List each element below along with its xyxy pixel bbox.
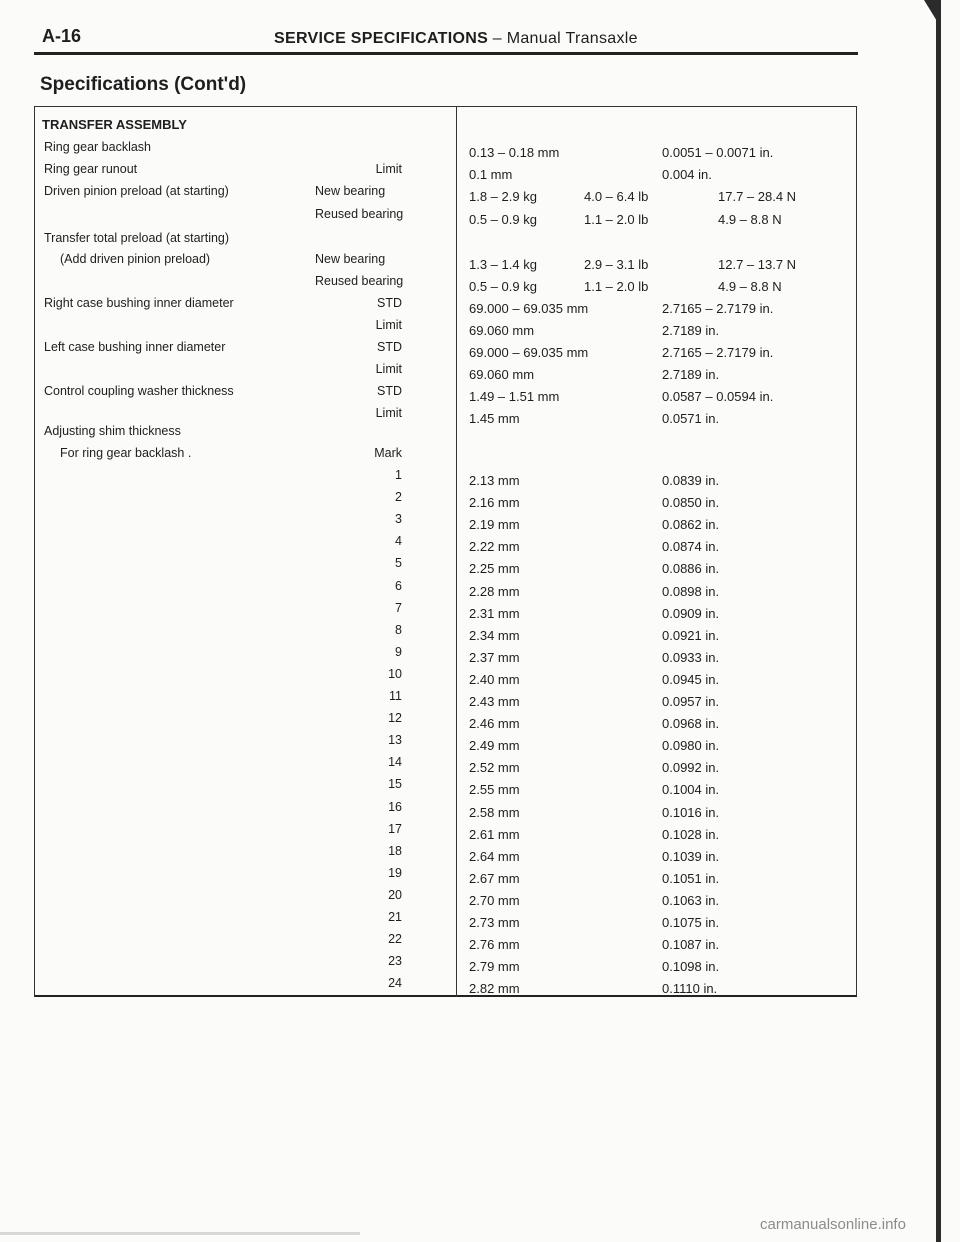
shim-thickness-mm: 2.34 mm: [469, 627, 520, 643]
spec-imperial-value: 0.004 in.: [662, 167, 712, 182]
spec-newton-value: 12.7 – 13.7 N: [718, 257, 797, 272]
shim-mark: 6: [395, 578, 402, 593]
spec-imperial-value: 2.7165 – 2.7179 in.: [662, 345, 774, 360]
spec-lb-value: 1.1 – 2.0 lb: [584, 212, 649, 227]
spec-qualifier: New bearing: [315, 252, 386, 266]
shim-thickness-mm: 2.76 mm: [469, 937, 520, 953]
spec-lb-value: 2.9 – 3.1 lb: [584, 257, 649, 272]
shim-thickness-in: 0.0874 in.: [662, 539, 720, 555]
shim-mark: 24: [388, 976, 402, 991]
spec-imperial-value: 2.7189 in.: [662, 367, 720, 382]
shim-thickness-mm: 2.40 mm: [469, 671, 520, 687]
spec-kg-value: 1.8 – 2.9 kg: [469, 189, 537, 204]
page-header-title: [274, 30, 638, 48]
shim-thickness-mm: 2.67 mm: [469, 870, 520, 886]
spec-qualifier: Reused bearing: [315, 274, 404, 288]
shim-thickness-in: 0.0839 in.: [662, 473, 720, 488]
spec-qualifier: Limit: [375, 318, 402, 332]
shim-thickness-mm: 2.73 mm: [469, 915, 520, 930]
shim-thickness-in: 0.0850 in.: [662, 495, 720, 511]
spec-qualifier: Limit: [375, 362, 402, 376]
shim-sublabel: For ring gear backlash .: [60, 446, 192, 460]
shim-thickness-in: 0.0945 in.: [662, 671, 720, 687]
shim-thickness-in: 0.1039 in.: [662, 848, 720, 864]
spec-metric-value: 69.060 mm: [469, 323, 535, 338]
spec-qualifier: STD: [377, 340, 402, 354]
shim-thickness-mm: 2.55 mm: [469, 782, 520, 798]
shim-mark: 2: [395, 490, 402, 505]
shim-thickness-mm: 2.82 mm: [469, 981, 520, 997]
shim-mark: 9: [395, 644, 402, 659]
shim-thickness-mm: 2.43 mm: [469, 694, 520, 709]
shim-mark: 19: [388, 865, 402, 880]
spec-metric-value: 1.49 – 1.51 mm: [469, 389, 560, 404]
shim-thickness-mm: 2.49 mm: [469, 738, 520, 754]
shim-thickness-in: 0.1063 in.: [662, 892, 720, 908]
shim-thickness-mm: 2.46 mm: [469, 716, 520, 732]
spec-newton-value: 17.7 – 28.4 N: [718, 189, 797, 204]
shim-thickness-mm: 2.13 mm: [469, 473, 520, 488]
shim-mark: 15: [388, 777, 402, 792]
shim-mark: 13: [388, 733, 402, 748]
shim-thickness-mm: 2.52 mm: [469, 760, 520, 776]
shim-thickness-in: 0.1110 in.: [662, 981, 718, 997]
spec-metric-value: 0.1 mm: [469, 167, 513, 182]
shim-thickness-in: 0.0886 in.: [662, 561, 720, 577]
shim-mark: 1: [395, 468, 402, 482]
shim-thickness-in: 0.1098 in.: [662, 959, 720, 975]
shim-thickness-in: 0.1016 in.: [662, 804, 720, 820]
spec-qualifier: STD: [377, 296, 402, 310]
shim-mark: 4: [395, 534, 402, 549]
spec-newton-value: 4.9 – 8.8 N: [718, 279, 782, 294]
spec-kg-value: 0.5 – 0.9 kg: [469, 212, 537, 227]
shim-thickness-mm: 2.28 mm: [469, 583, 520, 599]
spec-label: Right case bushing inner diameter: [44, 296, 234, 310]
shim-mark: 21: [388, 910, 402, 924]
shim-mark: 7: [395, 600, 402, 615]
mark-header: Mark: [374, 446, 402, 460]
spec-metric-value: 0.13 – 0.18 mm: [469, 145, 560, 160]
section-title: Specifications (Cont'd): [40, 74, 247, 95]
spec-label: Ring gear backlash: [44, 140, 152, 154]
shim-mark: 18: [388, 843, 402, 858]
shim-thickness-in: 0.1075 in.: [662, 915, 720, 930]
shim-mark: 20: [388, 887, 402, 902]
shim-thickness-mm: 2.19 mm: [469, 517, 520, 533]
spec-qualifier: Limit: [375, 162, 402, 176]
spec-qualifier: New bearing: [315, 184, 386, 198]
shim-thickness-in: 0.0992 in.: [662, 760, 720, 776]
shim-thickness-in: 0.1087 in.: [662, 937, 720, 953]
shim-thickness-mm: 2.64 mm: [469, 848, 520, 864]
spec-imperial-value: 0.0571 in.: [662, 411, 720, 426]
shim-mark: 5: [395, 556, 402, 571]
scan-edge-strip: [0, 1232, 360, 1235]
shim-mark: 12: [388, 711, 402, 726]
spec-label: Control coupling washer thickness: [44, 384, 234, 398]
spec-label: Ring gear runout: [44, 162, 138, 176]
shim-mark: 23: [388, 954, 402, 969]
column-divider: [456, 106, 457, 997]
page-edge-bar: [936, 0, 941, 1242]
spec-label: Driven pinion preload (at starting): [44, 184, 229, 198]
spec-label: Transfer total preload (at starting): [44, 231, 230, 245]
shim-thickness-mm: 2.58 mm: [469, 804, 520, 820]
shim-mark: 11: [389, 689, 402, 703]
header-title-sub: – Manual Transaxle: [488, 30, 638, 47]
shim-thickness-mm: 2.61 mm: [469, 826, 520, 842]
shim-thickness-mm: 2.70 mm: [469, 892, 520, 908]
assembly-heading: TRANSFER ASSEMBLY: [42, 117, 187, 132]
spec-metric-value: 69.000 – 69.035 mm: [469, 301, 589, 316]
shim-thickness-in: 0.0862 in.: [662, 517, 720, 533]
shim-mark: 8: [395, 622, 402, 637]
shim-thickness-in: 0.0909 in.: [662, 605, 720, 621]
shim-thickness-mm: 2.22 mm: [469, 539, 520, 555]
shim-label: Adjusting shim thickness: [44, 424, 181, 438]
shim-thickness-in: 0.1051 in.: [662, 870, 720, 886]
shim-thickness-mm: 2.79 mm: [469, 959, 520, 975]
spec-imperial-value: 0.0587 – 0.0594 in.: [662, 389, 774, 404]
shim-thickness-mm: 2.31 mm: [469, 605, 520, 621]
shim-thickness-in: 0.0968 in.: [662, 716, 720, 732]
shim-thickness-in: 0.0957 in.: [662, 694, 720, 709]
shim-thickness-in: 0.1028 in.: [662, 826, 720, 842]
spec-label: Left case bushing inner diameter: [44, 340, 226, 354]
shim-thickness-in: 0.0980 in.: [662, 738, 720, 754]
shim-thickness-in: 0.1004 in.: [662, 782, 720, 798]
spec-kg-value: 0.5 – 0.9 kg: [469, 279, 537, 294]
shim-thickness-mm: 2.25 mm: [469, 561, 520, 577]
shim-mark: 22: [388, 932, 402, 947]
spec-metric-value: 69.060 mm: [469, 367, 535, 382]
spec-lb-value: 1.1 – 2.0 lb: [584, 279, 649, 294]
spec-imperial-value: 0.0051 – 0.0071 in.: [662, 145, 774, 160]
shim-thickness-in: 0.0921 in.: [662, 627, 720, 643]
shim-mark: 17: [388, 821, 402, 836]
shim-mark: 10: [388, 666, 402, 681]
spec-qualifier: STD: [377, 384, 402, 398]
shim-mark: 16: [388, 799, 402, 814]
spec-imperial-value: 2.7189 in.: [662, 323, 720, 338]
shim-thickness-mm: 2.37 mm: [469, 649, 520, 665]
header-title-main: SERVICE SPECIFICATIONS: [274, 30, 489, 47]
spec-label: (Add driven pinion preload): [60, 252, 211, 266]
spec-qualifier: Reused bearing: [315, 207, 404, 221]
shim-thickness-mm: 2.16 mm: [469, 495, 520, 511]
shim-mark: 3: [395, 512, 402, 527]
spec-imperial-value: 2.7165 – 2.7179 in.: [662, 301, 774, 316]
spec-qualifier: Limit: [375, 406, 402, 420]
spec-metric-value: 1.45 mm: [469, 411, 520, 426]
shim-mark: 14: [388, 755, 402, 770]
shim-thickness-in: 0.0933 in.: [662, 649, 720, 665]
page-number: A-16: [42, 26, 82, 46]
watermark: carmanualsonline.info: [760, 1216, 906, 1233]
spec-metric-value: 69.000 – 69.035 mm: [469, 345, 589, 360]
header-rule: [34, 52, 858, 55]
spec-lb-value: 4.0 – 6.4 lb: [584, 189, 649, 204]
spec-newton-value: 4.9 – 8.8 N: [718, 212, 782, 227]
shim-thickness-in: 0.0898 in.: [662, 583, 720, 599]
spec-kg-value: 1.3 – 1.4 kg: [469, 257, 537, 272]
